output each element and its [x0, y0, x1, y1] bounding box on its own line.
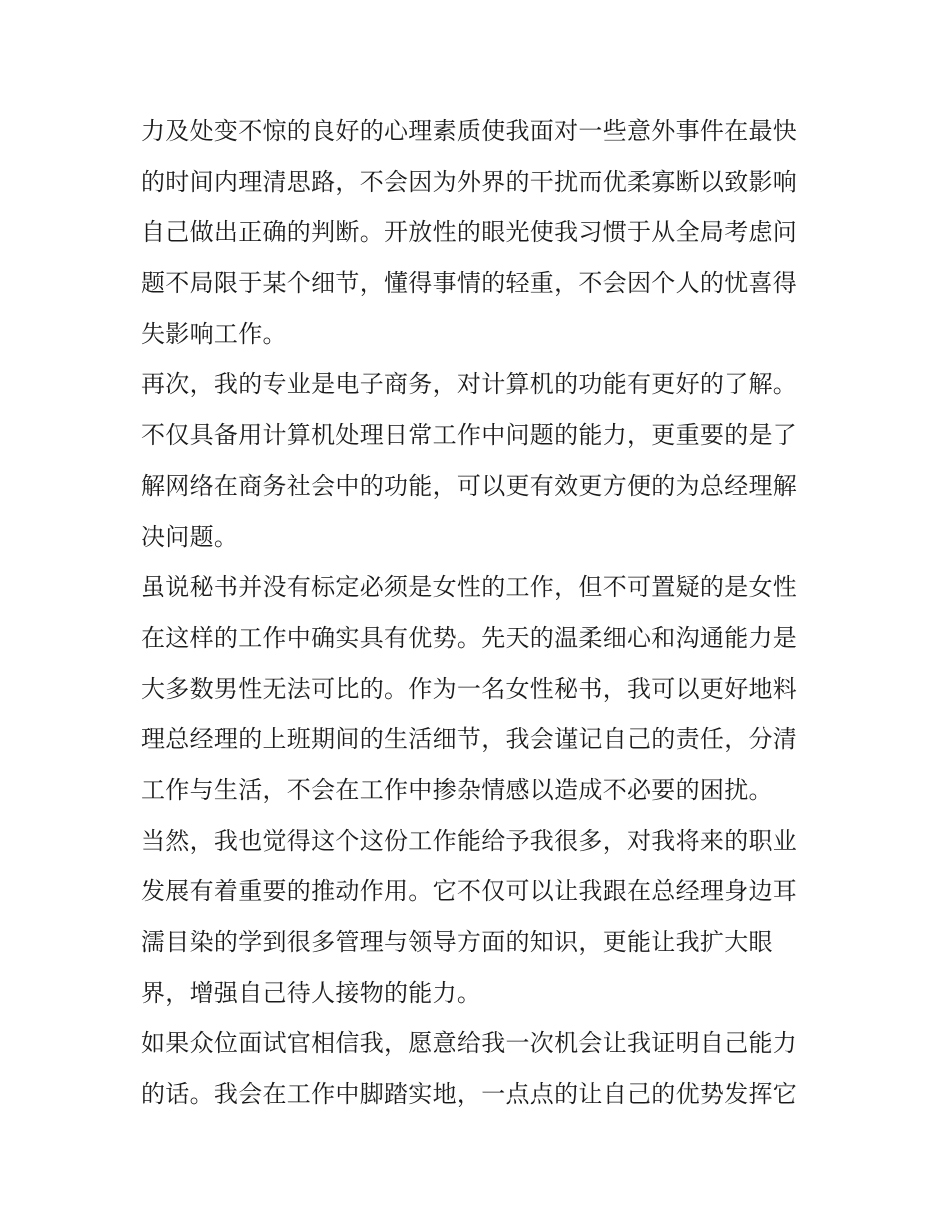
- body-text: [141, 106, 816, 1120]
- text-line: 濡目染的学到很多管理与领导方面的知识，更能让我扩大眼: [141, 928, 773, 956]
- text-line: 力及处变不惊的良好的心理素质使我面对一些意外事件在最快: [141, 117, 798, 145]
- text-line: 自己做出正确的判断。开放性的眼光使我习惯于从全局考虑问: [141, 218, 798, 247]
- text-line: 工作与生活，不会在工作中掺杂情感以造成不必要的困扰。: [141, 775, 773, 804]
- text-line: 的话。我会在工作中脚踏实地，一点点的让自己的优势发挥它: [141, 1080, 798, 1109]
- text-line: 理总经理的上班期间的生活细节，我会谨记自己的责任，分清: [141, 725, 798, 754]
- text-line: 发展有着重要的推动作用。它不仅可以让我跟在总经理身边耳: [141, 877, 798, 906]
- text-line: 大多数男性无法可比的。作为一名女性秘书，我可以更好地料: [141, 674, 798, 703]
- text-line: 当然，我也觉得这个这份工作能给予我很多，对我将来的职业: [141, 826, 798, 855]
- text-line: 在这样的工作中确实具有优势。先天的温柔细心和沟通能力是: [141, 623, 798, 652]
- text-line: 如果众位面试官相信我，愿意给我一次机会让我证明自己能力: [141, 1029, 798, 1058]
- text-line: 的时间内理清思路，不会因为外界的干扰而优柔寡断以致影响: [141, 167, 798, 196]
- text-line: 不仅具备用计算机处理日常工作中问题的能力，更重要的是了: [141, 421, 798, 450]
- text-line: 解网络在商务社会中的功能，可以更有效更方便的为总经理解: [141, 471, 798, 500]
- text-line: 再次，我的专业是电子商务，对计算机的功能有更好的了解。: [141, 370, 798, 399]
- text-line: 题不局限于某个细节，懂得事情的轻重，不会因个人的忧喜得: [141, 269, 798, 298]
- text-line: 界，增强自己待人接物的能力。: [141, 978, 482, 1007]
- text-line: 失影响工作。: [141, 319, 287, 348]
- text-line: 决问题。: [141, 522, 239, 551]
- text-line: 虽说秘书并没有标定必须是女性的工作，但不可置疑的是女性: [141, 573, 798, 602]
